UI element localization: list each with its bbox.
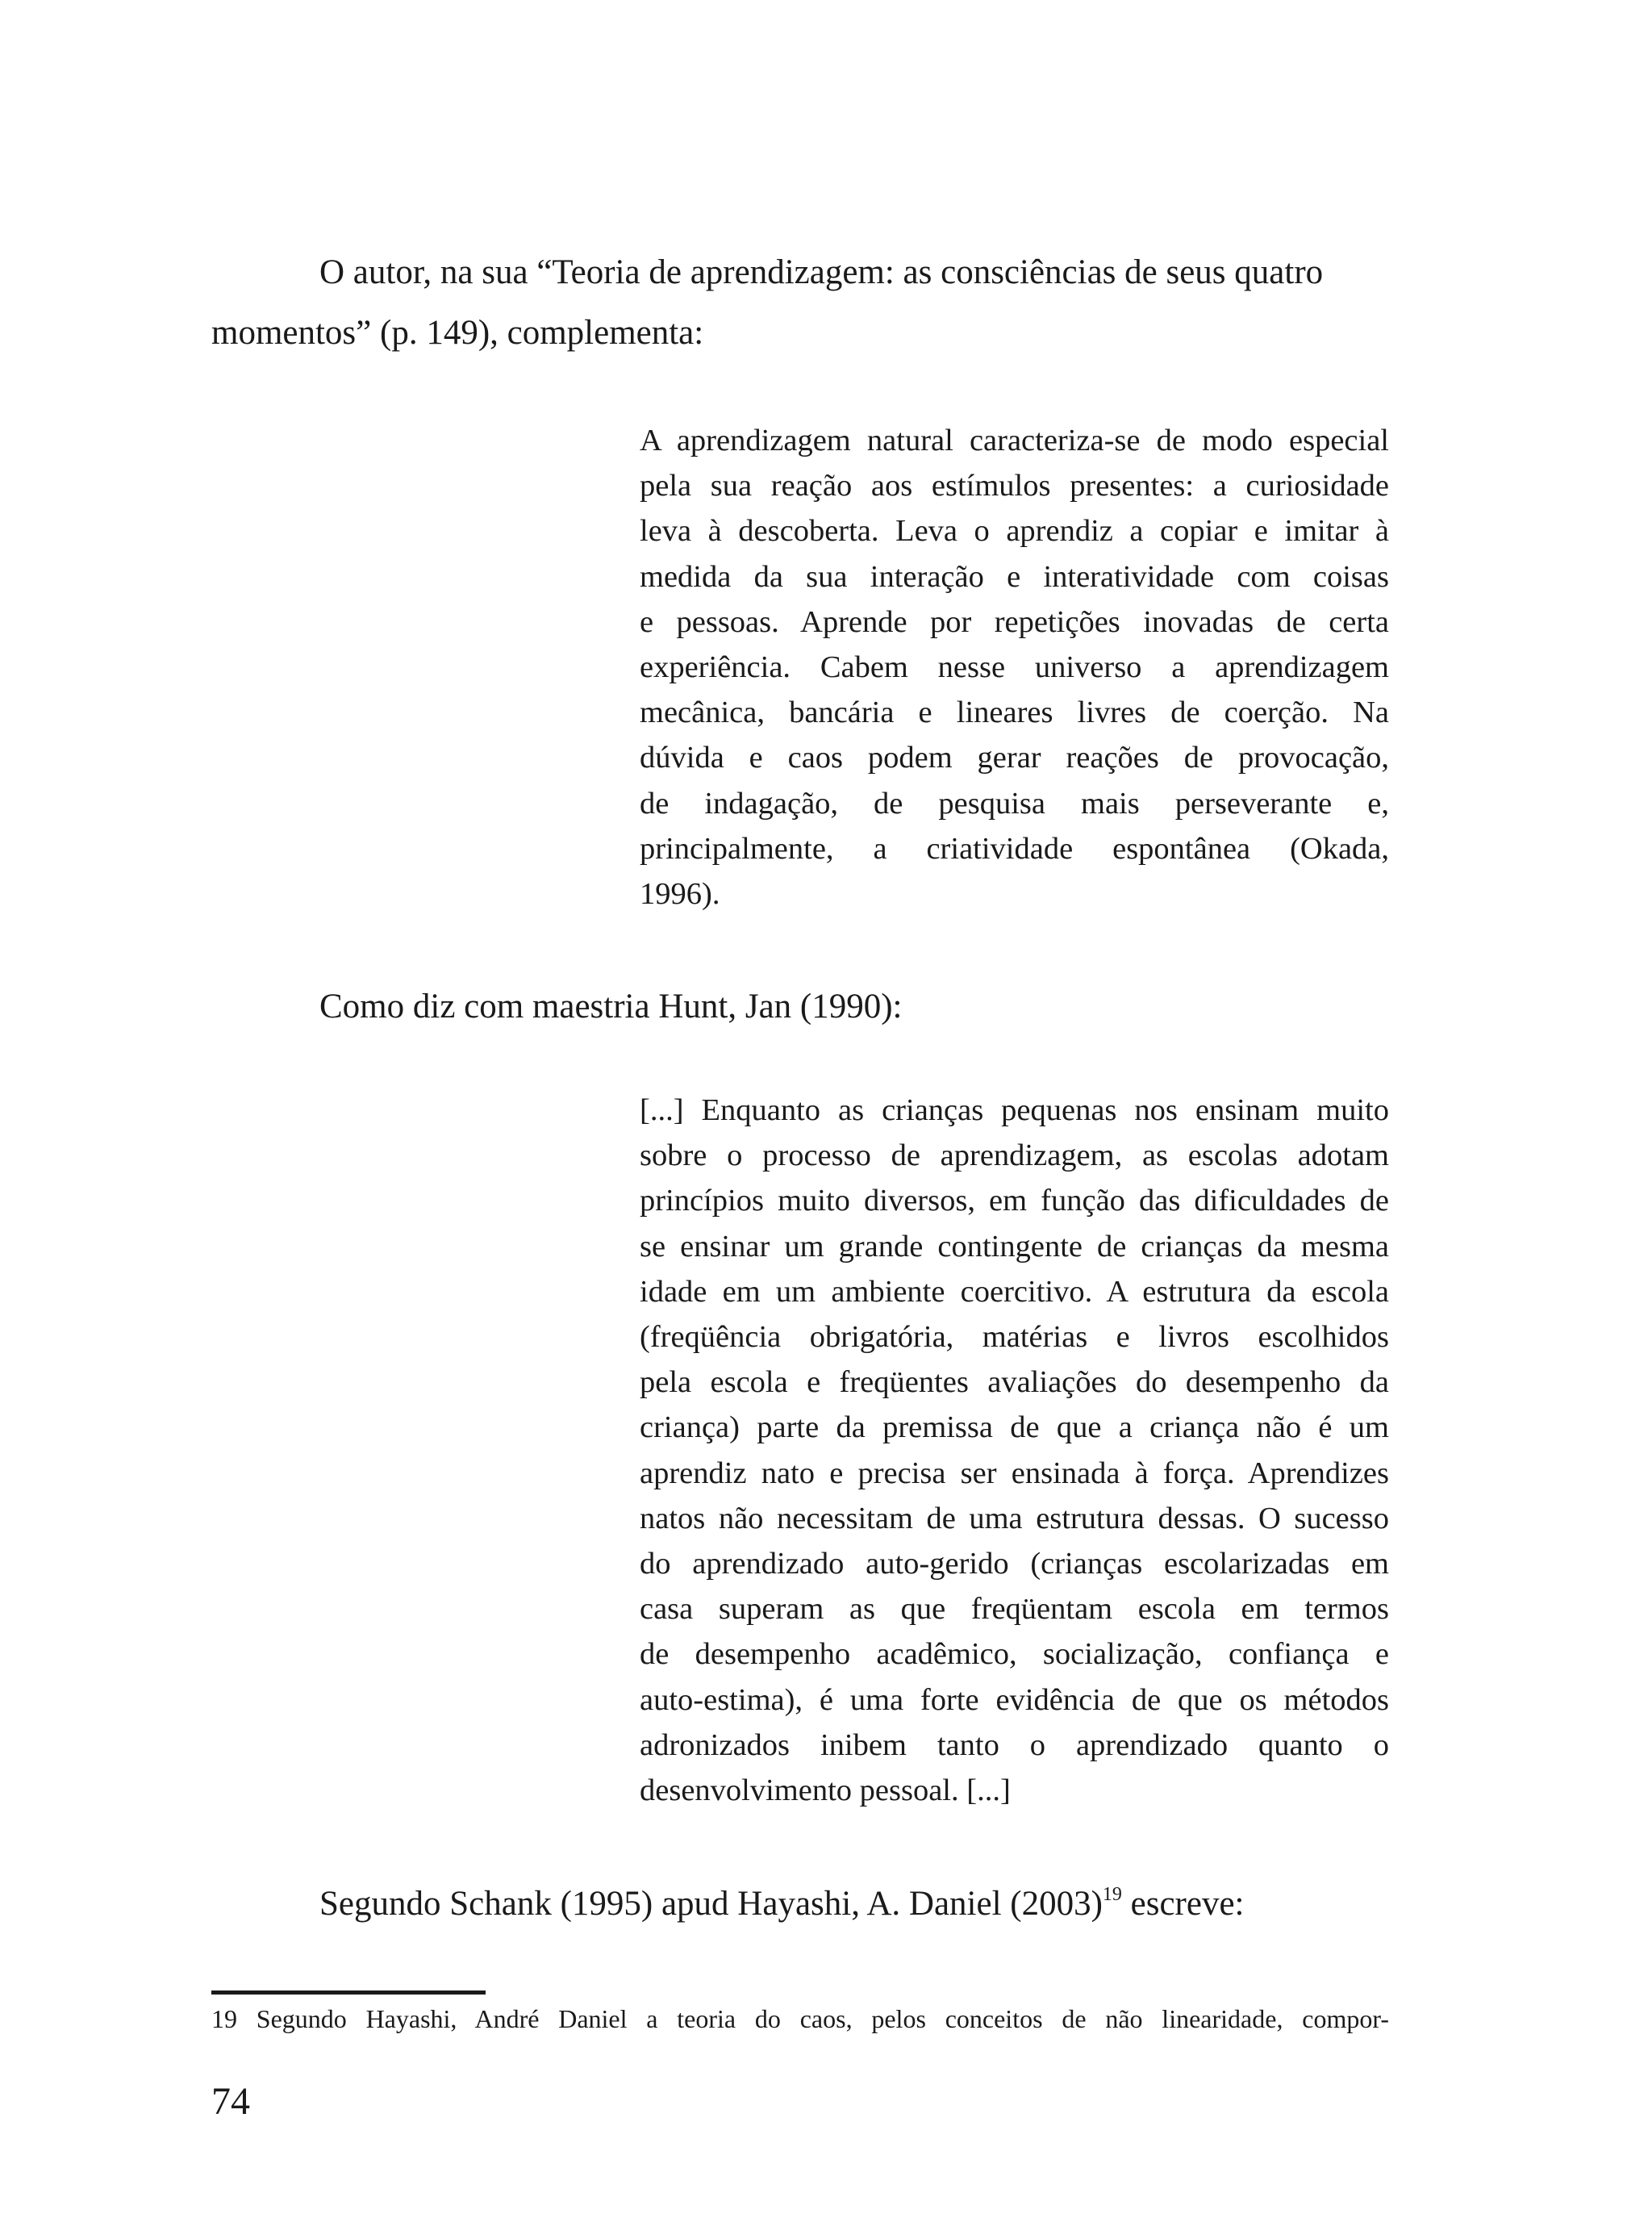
block-quote-okada (640, 418, 1389, 917)
quote-line: (freqüência obrigatória, matérias e livros escolhidos (640, 1320, 1389, 1355)
quote-line: A aprendizagem natural caracteriza-se de modo especial (640, 424, 1389, 457)
quote-line: dúvida e caos podem gerar reações de provocação, (640, 741, 1389, 775)
quote-line: auto-estima), é uma forte evidência de que os métodos (640, 1682, 1389, 1717)
schank-intro-paragraph (211, 1873, 1389, 1934)
intro-paragraph (211, 242, 1389, 363)
quote-line: de indagação, de pesquisa mais perseverante e, (640, 786, 1389, 821)
quote-line: e pessoas. Aprende por repetições inovadas de certa (640, 604, 1389, 639)
intro-paragraph-line: momentos” (p. 149), complementa: (211, 314, 704, 352)
quote-line: adronizados inibem tanto o aprendizado quanto o (640, 1727, 1389, 1762)
quote-line: [...] Enquanto as crianças pequenas nos ensinam muito (640, 1093, 1389, 1127)
quote-line: aprendiz nato e precisa ser ensinada à força. Aprendizes (640, 1456, 1389, 1490)
quote-line: desenvolvimento pessoal. [...] (640, 1773, 1011, 1808)
quote-line: leva à descoberta. Leva o aprendiz a copiar e imitar à (640, 514, 1389, 549)
quote-line: princípios muito diversos, em função das dificuldades de (640, 1184, 1389, 1218)
schank-intro-text: Segundo Schank (1995) apud Hayashi, A. Daniel (2003) (319, 1885, 1103, 1923)
schank-intro-line (211, 1873, 1389, 1934)
hunt-intro-paragraph (211, 976, 1389, 1037)
footnote: 19 Segundo Hayashi, André Daniel a teoria do caos, pelos conceitos de não linearidade, compor- (211, 2004, 1389, 2033)
quote-line: pela sua reação aos estímulos presentes: a curiosidade (640, 469, 1389, 503)
hunt-intro-line: Como diz com maestria Hunt, Jan (1990): (319, 988, 903, 1026)
quote-line: pela escola e freqüentes avaliações do desempenho da (640, 1365, 1389, 1400)
page-number: 74 (211, 2080, 250, 2123)
quote-line: se ensinar um grande contingente de crianças da mesma (640, 1229, 1389, 1264)
quote-line: do aprendizado auto-gerido (crianças escolarizadas em (640, 1547, 1389, 1581)
footnote-reference: 19 (1102, 1884, 1122, 1905)
intro-paragraph-line: O autor, na sua “Teoria de aprendizagem: as consciências de seus quatro (319, 253, 1324, 291)
footnote-divider (211, 1990, 486, 1995)
quote-line: natos não necessitam de uma estrutura dessas. O sucesso (640, 1501, 1389, 1535)
quote-line: casa superam as que freqüentam escola em termos (640, 1592, 1389, 1627)
quote-line: 1996). (640, 877, 720, 912)
quote-line: de desempenho acadêmico, socialização, confiança e (640, 1637, 1389, 1672)
quote-line: sobre o processo de aprendizagem, as escolas adotam (640, 1138, 1389, 1173)
quote-line: principalmente, a criatividade espontânea (Okada, (640, 831, 1389, 866)
quote-line: experiência. Cabem nesse universo a aprendizagem (640, 650, 1389, 685)
block-quote-hunt (640, 1088, 1389, 1813)
schank-intro-text-after: escreve: (1121, 1885, 1245, 1923)
quote-line: criança) parte da premissa de que a criança não é um (640, 1410, 1389, 1445)
quote-line: medida da sua interação e interatividade com coisas (640, 559, 1389, 594)
quote-line: mecânica, bancária e lineares livres de coerção. Na (640, 696, 1389, 730)
quote-line: idade em um ambiente coercitivo. A estrutura da escola (640, 1274, 1389, 1309)
